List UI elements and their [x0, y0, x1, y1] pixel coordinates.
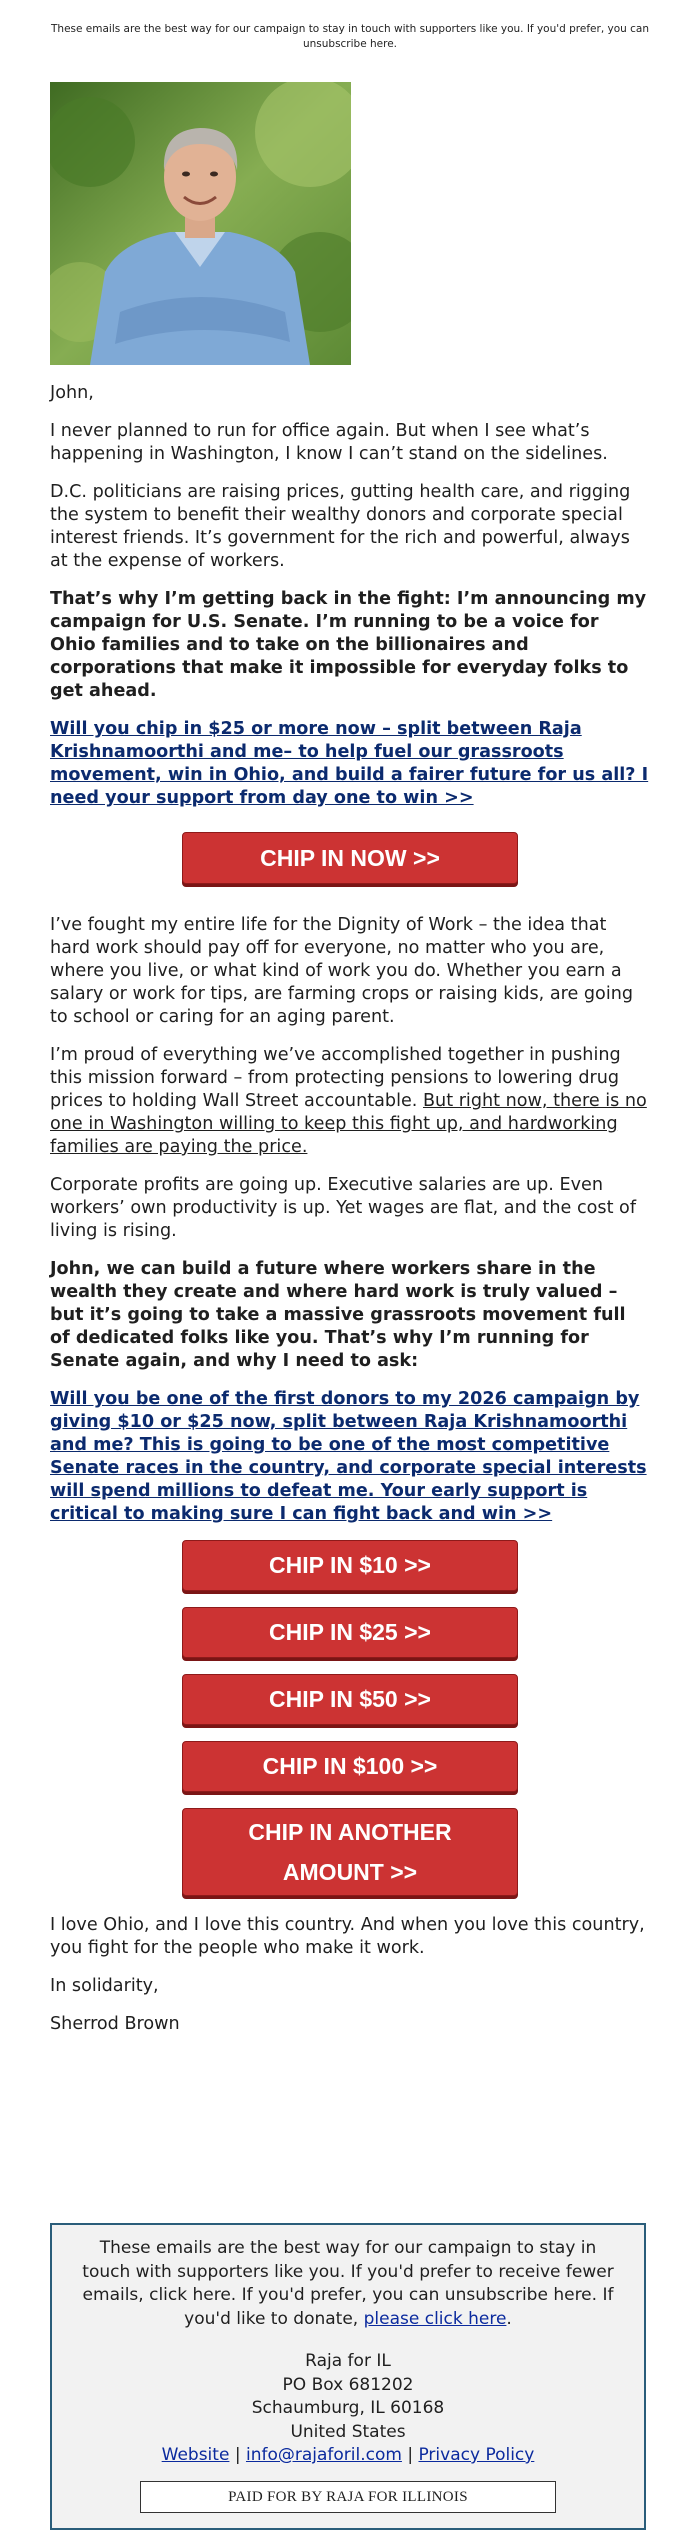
signature: Sherrod Brown — [50, 2014, 180, 2034]
footer-privacy-link[interactable]: Privacy Policy — [418, 2445, 535, 2465]
preheader-text: These emails are the best way for our campaign to stay in touch with supporters like you. If you'd prefer, you can unsubscribe here. — [51, 23, 649, 50]
greeting: John, — [50, 383, 94, 403]
footer-email-link[interactable]: info@rajaforil.com — [245, 2445, 402, 2465]
email-body — [50, 382, 650, 2051]
footer-disclaimer-text: These emails are the best way for our campaign to stay in touch with supporters like you. If you'd prefer to receive fewer emails, click here. If you'd prefer, you can unsubscribe here. If you'd like to donate, — [82, 2238, 614, 2329]
chip-in-other-amount-button[interactable] — [182, 1808, 518, 1896]
footer-website-link[interactable]: Website — [161, 2445, 230, 2465]
footer-sep-2: | — [401, 2445, 419, 2465]
footer-address — [76, 2350, 620, 2444]
chip-in-50-button[interactable]: CHIP IN $50 >> — [182, 1674, 518, 1725]
footer — [50, 2223, 646, 2530]
chip-in-25-button[interactable]: CHIP IN $25 >> — [182, 1607, 518, 1658]
donate-link-2[interactable]: Will you be one of the first donors to my 2026 campaign by giving $10 or $25 now, split between Raja Krishnamoorthi and me? This is going to be one of the most competitive Senate races in the country, and corporate special interests will spend millions to defeat me. Your early support is critical to making sure I can fight back and win >> — [50, 1389, 647, 1524]
closing: In solidarity, — [50, 1976, 159, 1996]
paid-for-disclaimer: PAID FOR BY RAJA FOR ILLINOIS — [140, 2481, 556, 2513]
paragraph-5-text: I’m proud of everything we’ve accomplished together in pushing this mission forward – from protecting pensions to lowering drug prices to holding Wall Street accountable. — [50, 1045, 621, 1111]
footer-sep-1: | — [229, 2445, 246, 2465]
footer-city: Schaumburg, IL 60168 — [251, 2398, 445, 2418]
footer-links — [76, 2444, 620, 2468]
paragraph-2: D.C. politicians are raising prices, gutting health care, and rigging the system to benefit their wealthy donors and corporate special interest friends. It’s government for the rich and powerful, always at the expense of workers. — [50, 482, 631, 571]
chip-in-100-button[interactable]: CHIP IN $100 >> — [182, 1741, 518, 1792]
paragraph-8: I love Ohio, and I love this country. And when you love this country, you fight for the people who make it work. — [50, 1915, 645, 1958]
paragraph-6: Corporate profits are going up. Executive salaries are up. Even workers’ own productivity is up. Yet wages are flat, and the cost of living is rising. — [50, 1175, 637, 1241]
other-amount-line-1: CHIP IN ANOTHER — [248, 1819, 452, 1845]
portrait-illustration — [50, 82, 351, 365]
paragraph-4: I’ve fought my entire life for the Dignity of Work – the idea that hard work should pay off for everyone, no matter who you are, where you live, or what kind of work you do. Whether you earn a salary or work for tips, are farming crops or raising kids, are going to school or caring for an aging parent. — [50, 915, 634, 1027]
portrait-photo — [50, 82, 351, 365]
footer-po-box: PO Box 681202 — [282, 2374, 414, 2395]
footer-country: United States — [290, 2421, 406, 2442]
paragraph-1: I never planned to run for office again. But when I see what’s happening in Washington, I know I can’t stand on the sidelines. — [50, 421, 608, 464]
other-amount-line-2: AMOUNT >> — [282, 1859, 418, 1885]
paragraph-7: John, we can build a future where workers share in the wealth they create and where hard work is truly valued – but it’s going to take a massive grassroots movement full of dedicated folks like you. That’s why I’m running for Senate again, and why I need to ask: — [50, 1259, 626, 1371]
footer-donate-link[interactable]: please click here — [363, 2308, 507, 2329]
chip-in-10-button[interactable]: CHIP IN $10 >> — [182, 1540, 518, 1591]
paragraph-5-underlined: But right now, there is no one in Washington willing to keep this fight up, and hardworking families are paying the price. — [50, 1091, 647, 1157]
donate-link-1[interactable]: Will you chip in $25 or more now – split between Raja Krishnamoorthi and me– to help fuel our grassroots movement, win in Ohio, and build a fairer future for us all? I need your support from day one to win >> — [50, 719, 649, 808]
footer-disclaimer-end: . — [506, 2308, 512, 2329]
chip-in-now-button[interactable]: CHIP IN NOW >> — [182, 832, 518, 884]
paragraph-3: That’s why I’m getting back in the fight: I’m announcing my campaign for U.S. Senate. I’m running to be a voice for Ohio families and to take on the billionaires and corporations that make it impossible for everyday folks to get ahead. — [50, 589, 647, 701]
footer-disclaimer — [76, 2237, 620, 2331]
footer-org: Raja for IL — [305, 2351, 391, 2371]
paragraph-5 — [50, 1044, 650, 1159]
